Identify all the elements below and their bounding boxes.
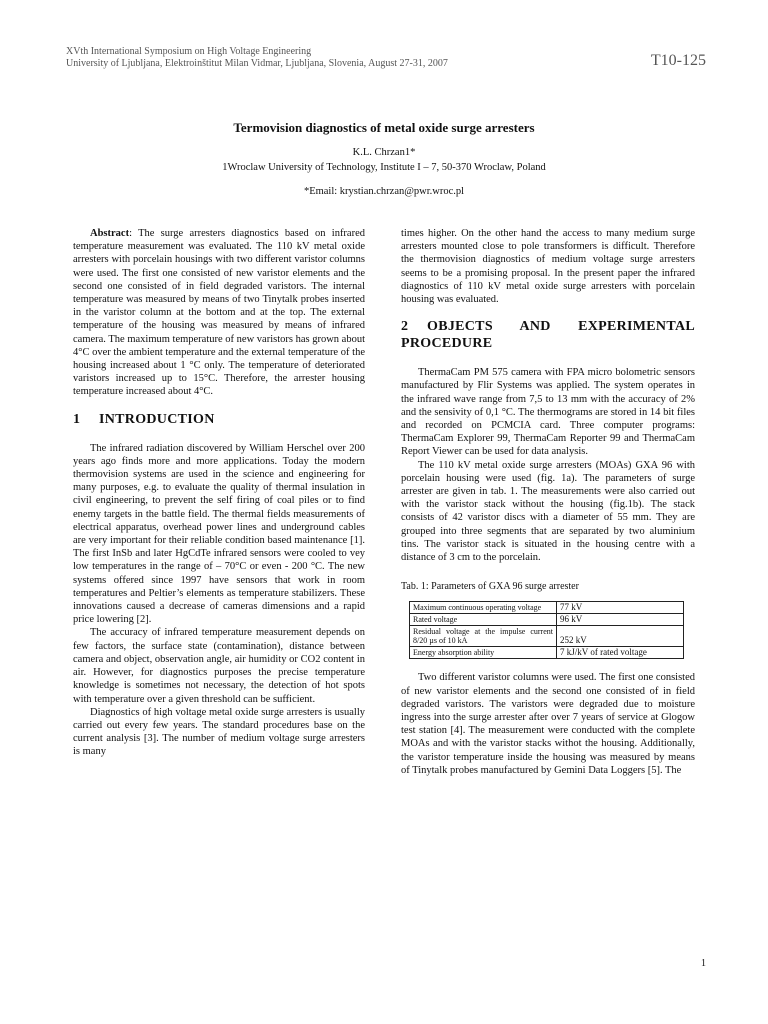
author: K.L. Chrzan1* <box>352 147 416 158</box>
email: *Email: krystian.chrzan@pwr.wroc.pl <box>303 186 465 197</box>
table-row <box>410 647 684 659</box>
parameter-value: 77 kV <box>557 602 684 614</box>
section-2-number: 2 <box>401 319 409 335</box>
parameter-value: 7 kJ/kV of rated voltage <box>557 647 684 659</box>
objects-paragraph-2: The 110 kV metal oxide surge arresters (MOAs) GXA 96 with porcelain housing were used (fig. 1a). The parameters of surge arrester are given in tab. 1. The measurements were also carried out with the varistor stack without the housing (fig.1b). The stack consists of 42 varistor discs with a diameter of 55 mm. They are grouped into three segments that are separated by two aluminium tins. The varistor stack is situated in the housing centre with a distance of 3 cm to the porcelain. <box>401 459 695 564</box>
affiliation: 1Wroclaw University of Technology, Institute I – 7, 50-370 Wroclaw, Poland <box>222 162 546 173</box>
conference-name: XVth International Symposium on High Voltage Engineering <box>66 46 312 57</box>
page-number: 1 <box>701 958 706 969</box>
parameter-value: 96 kV <box>557 614 684 626</box>
abstract <box>73 227 365 399</box>
parameter-name: Rated voltage <box>410 614 557 626</box>
table-row <box>410 626 684 647</box>
parameters-table <box>409 601 684 659</box>
objects-paragraph-1: ThermaCam PM 575 camera with FPA micro bolometric sensors manufactured by Flir Systems was applied. The system operates in the infrared wave range from 7,5 to 13 mm with the accuracy of 2% and the sensivity of 0,1 °C. The thermograms are stored in 14 bit files and recorded on PCMCIA card. Three computer programs: ThermaCam Explorer 99, ThermaCam Reporter 99 and ThermaCam Report Viewer can be used for data analysis. <box>401 367 695 458</box>
abstract-label: Abstract <box>90 228 130 239</box>
table-row <box>410 614 684 626</box>
right-column <box>401 227 695 777</box>
section-1-title: INTRODUCTION <box>99 411 215 427</box>
parameter-value: 252 kV <box>557 626 684 647</box>
abstract-text: : The surge arresters diagnostics based on infrared temperature measurement was evaluated. The 110 kV metal oxide arresters with porcelain housings with two different varistor columns were used. The first one consisted of new varistor elements and the second one consisted of in field degraded varistors. The internal temperature was measured by means of two Tinytalk probes inserted in the varistor column at the bottom and at the top. The external temperature of the housing was measured by means of infrared camera. The maximum temperature of new varistors has grown about 4°C over the ambient temperature and the external temperature of the housing increased about 1 °C only. The temperature of deteriorated varistors increased up to 15°C. Therefore, the arrester housing temperature increased about 4°C. <box>73 228 365 398</box>
conference-venue: University of Ljubljana, Elektroinštitut Milan Vidmar, Ljubljana, Slovenia, August 27-31, 2007 <box>66 58 448 69</box>
paper-code: T10-125 <box>650 52 706 69</box>
table-row <box>410 602 684 614</box>
parameter-name: Energy absorption ability <box>410 647 557 659</box>
intro-paragraph-3: Diagnostics of high voltage metal oxide surge arresters is usually carried out every few years. The standard procedures base on the current analysis [3]. The number of medium voltage surge arresters is many <box>73 706 365 758</box>
intro-paragraph-4: times higher. On the other hand the access to many medium surge arresters mounted close to pole transformers is difficult. Therefore the thermovision diagnostics of medium voltage surge arresters seems to be a promising proposal. In the present paper the infrared diagnostics of 110 kV metal oxide surge arresters with porcelain housing was evaluated. <box>401 228 695 306</box>
parameter-name: Residual voltage at the impulse current 8/20 µs of 10 kA <box>410 626 557 647</box>
section-1-number: 1 <box>73 411 81 427</box>
objects-paragraph-3: Two different varistor columns were used. The first one consisted of new varistor elements and the second one consisted of in field degraded varistors. The varistors were degraded due to moisture ingress into the surge arrester after over 7 years of service at Glogow test station [4]. The measurement were conducted with the complete MOAs and with the varistor stacks withot the housing. Additionally, the varistor temperature inside the housing was measured by means of Tinytalk probes manufactured by Gemini Data Loggers [5]. The <box>401 672 695 776</box>
section-2-heading <box>401 318 695 352</box>
intro-paragraph-1: The infrared radiation discovered by William Herschel over 200 years ago finds more and more applications. Today the modern thermovision systems are used in the science and engineering for many purposes, e.g. to evaluate the quality of thermal insulation in civil engineering, to prevent the self firing of coal piles or to find enemy targets in the battle field. The thermal fields measurements of electrical apparatus, overhead power lines and underground cables are very important for their reliable condition based maintenance [1]. The first InSb and later HgCdTe infrared sensors were cooled to vey low temperatures in the range of – 70°C or even - 200 °C. The new systems offered since 1997 have sensors that work in room temperatures and Peltier’s elements as temperature stabilizers. These innovations caused a decrease of cameras dimensions and a rapid price lowering [2]. <box>73 442 365 626</box>
paper-title: Termovision diagnostics of metal oxide surge arresters <box>233 120 535 135</box>
section-2-title: OBJECTS AND EXPERIMENTAL PROCEDURE <box>401 319 695 352</box>
section-1-heading <box>73 411 365 428</box>
parameter-name: Maximum continuous operating voltage <box>410 602 557 614</box>
table-caption: Tab. 1: Parameters of GXA 96 surge arrester <box>401 581 579 593</box>
left-column <box>73 227 365 759</box>
intro-paragraph-2: The accuracy of infrared temperature measurement depends on few factors, the surface state (contamination), distance between camera and object, observation angle, air humidity or CO2 content in air. However, for diagnostics purposes the precise temperature knowledge is sometimes not necessary, the detection of hot spots with temperature over a given threshold can be sufficient. <box>73 627 365 705</box>
conference-header <box>66 46 448 70</box>
